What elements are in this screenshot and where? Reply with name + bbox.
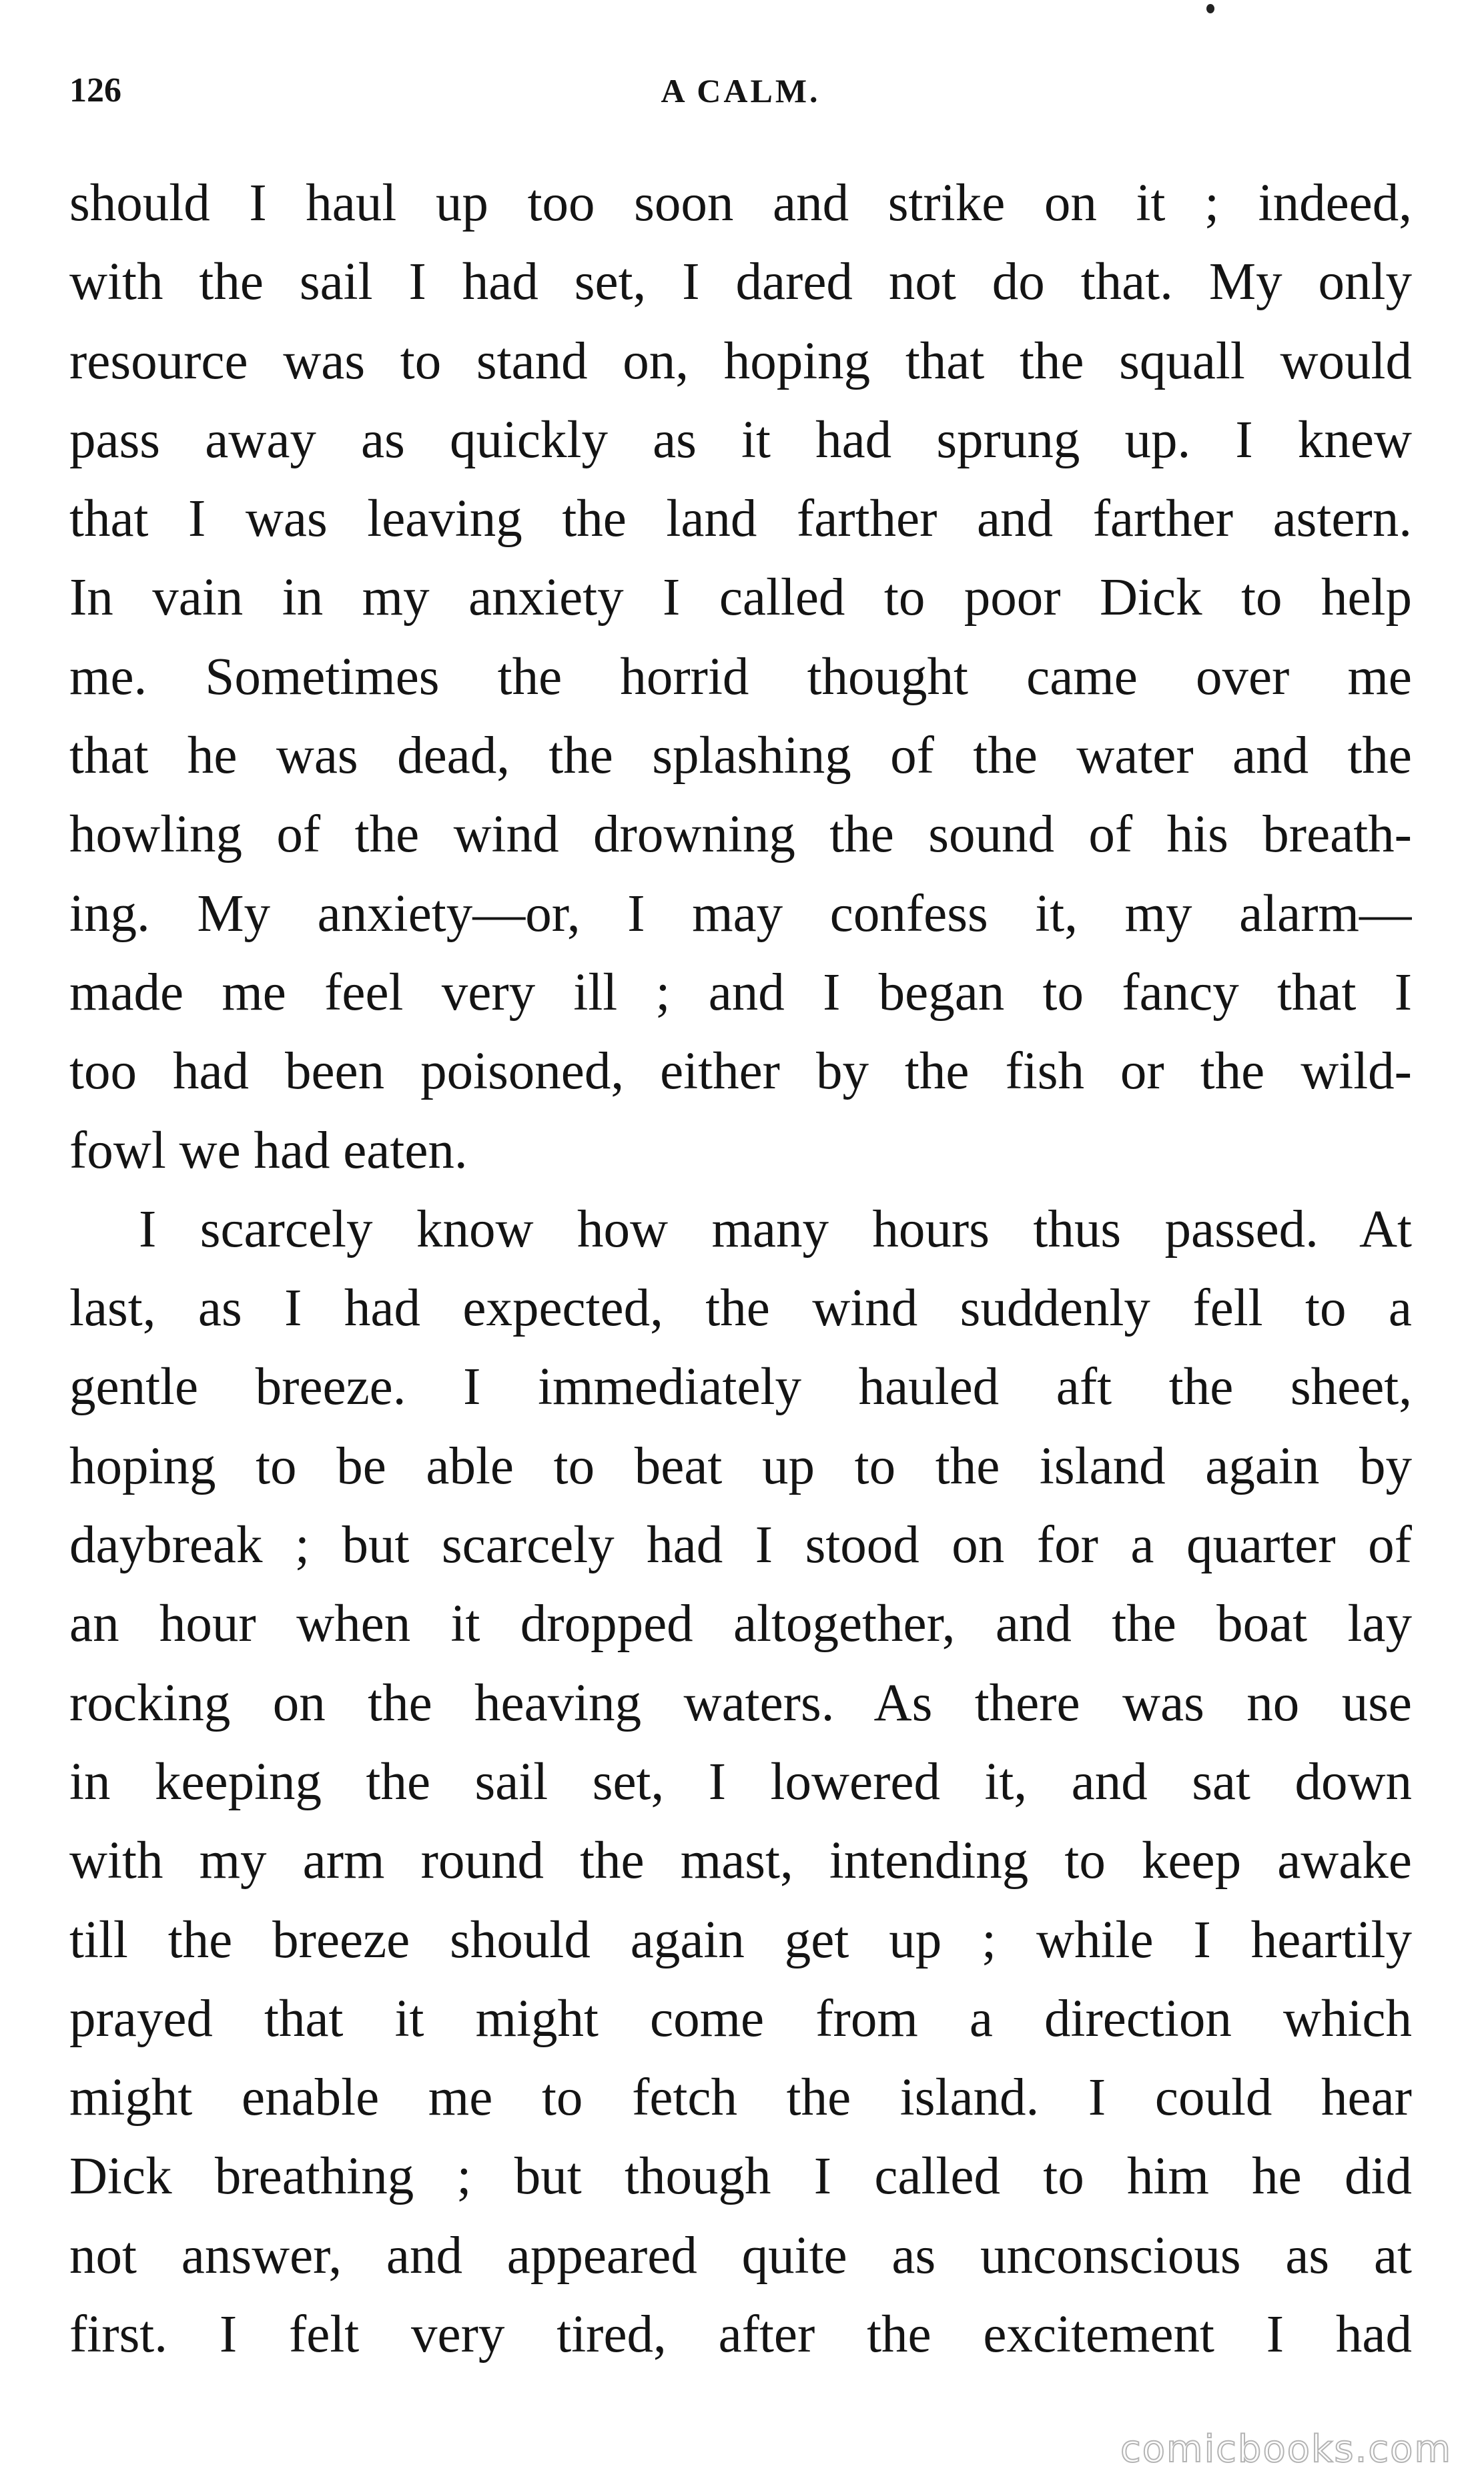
text-line: should I haul up too soon and strike on it ; indeed, [69, 174, 1412, 232]
text-line: too had been poisoned, either by the fish or the wild- [69, 1042, 1412, 1101]
text-line: first. I felt very tired, after the excitement I had [69, 2305, 1412, 2364]
text-line: me. Sometimes the horrid thought came over me [69, 647, 1412, 706]
page-number: 126 [69, 71, 121, 109]
text-line: hoping to be able to beat up to the island again by [69, 1437, 1412, 1495]
text-line: with the sail I had set, I dared not do that. My only [69, 253, 1412, 312]
running-head: A CALM. [661, 72, 821, 109]
text-line: with my arm round the mast, intending to keep awake [69, 1832, 1412, 1890]
paragraph-end-line: fowl we had eaten. [69, 1121, 468, 1180]
text-line: till the breeze should again get up ; while I heartily [69, 1910, 1412, 1969]
body-text [69, 164, 1412, 2374]
text-line: ing. My anxiety—or, I may confess it, my alarm— [69, 884, 1412, 943]
text-line: in keeping the sail set, I lowered it, and sat down [69, 1752, 1412, 1811]
text-line: last, as I had expected, the wind suddenly fell to a [69, 1279, 1412, 1338]
text-line: that I was leaving the land farther and farther astern. [69, 490, 1412, 549]
text-line: resource was to stand on, hoping that the squall would [69, 332, 1412, 390]
text-line: howling of the wind drowning the sound of his breath- [69, 805, 1412, 864]
text-line: that he was dead, the splashing of the water and the [69, 727, 1412, 785]
text-line: gentle breeze. I immediately hauled aft the sheet, [69, 1358, 1412, 1417]
text-line: daybreak ; but scarcely had I stood on for a quarter of [69, 1516, 1412, 1575]
paragraph-first-line: I scarcely know how many hours thus passed. At [139, 1200, 1412, 1259]
text-line: Dick breathing ; but though I called to him he did [69, 2147, 1412, 2206]
text-line: In vain in my anxiety I called to poor Dick to help [69, 569, 1412, 627]
text-line: pass away as quickly as it had sprung up. I knew [69, 410, 1412, 469]
text-line: not answer, and appeared quite as unconscious as at [69, 2226, 1412, 2285]
text-line: rocking on the heaving waters. As there was no use [69, 1674, 1412, 1732]
ink-speck [1206, 4, 1214, 13]
text-line: prayed that it might come from a direction which [69, 1989, 1412, 2048]
text-line: made me feel very ill ; and I began to fancy that I [69, 963, 1412, 1022]
text-line: might enable me to fetch the island. I could hear [69, 2069, 1412, 2127]
watermark: comicbooks.com [1120, 2428, 1452, 2471]
page-header [69, 64, 1412, 117]
text-line: an hour when it dropped altogether, and the boat lay [69, 1595, 1412, 1654]
